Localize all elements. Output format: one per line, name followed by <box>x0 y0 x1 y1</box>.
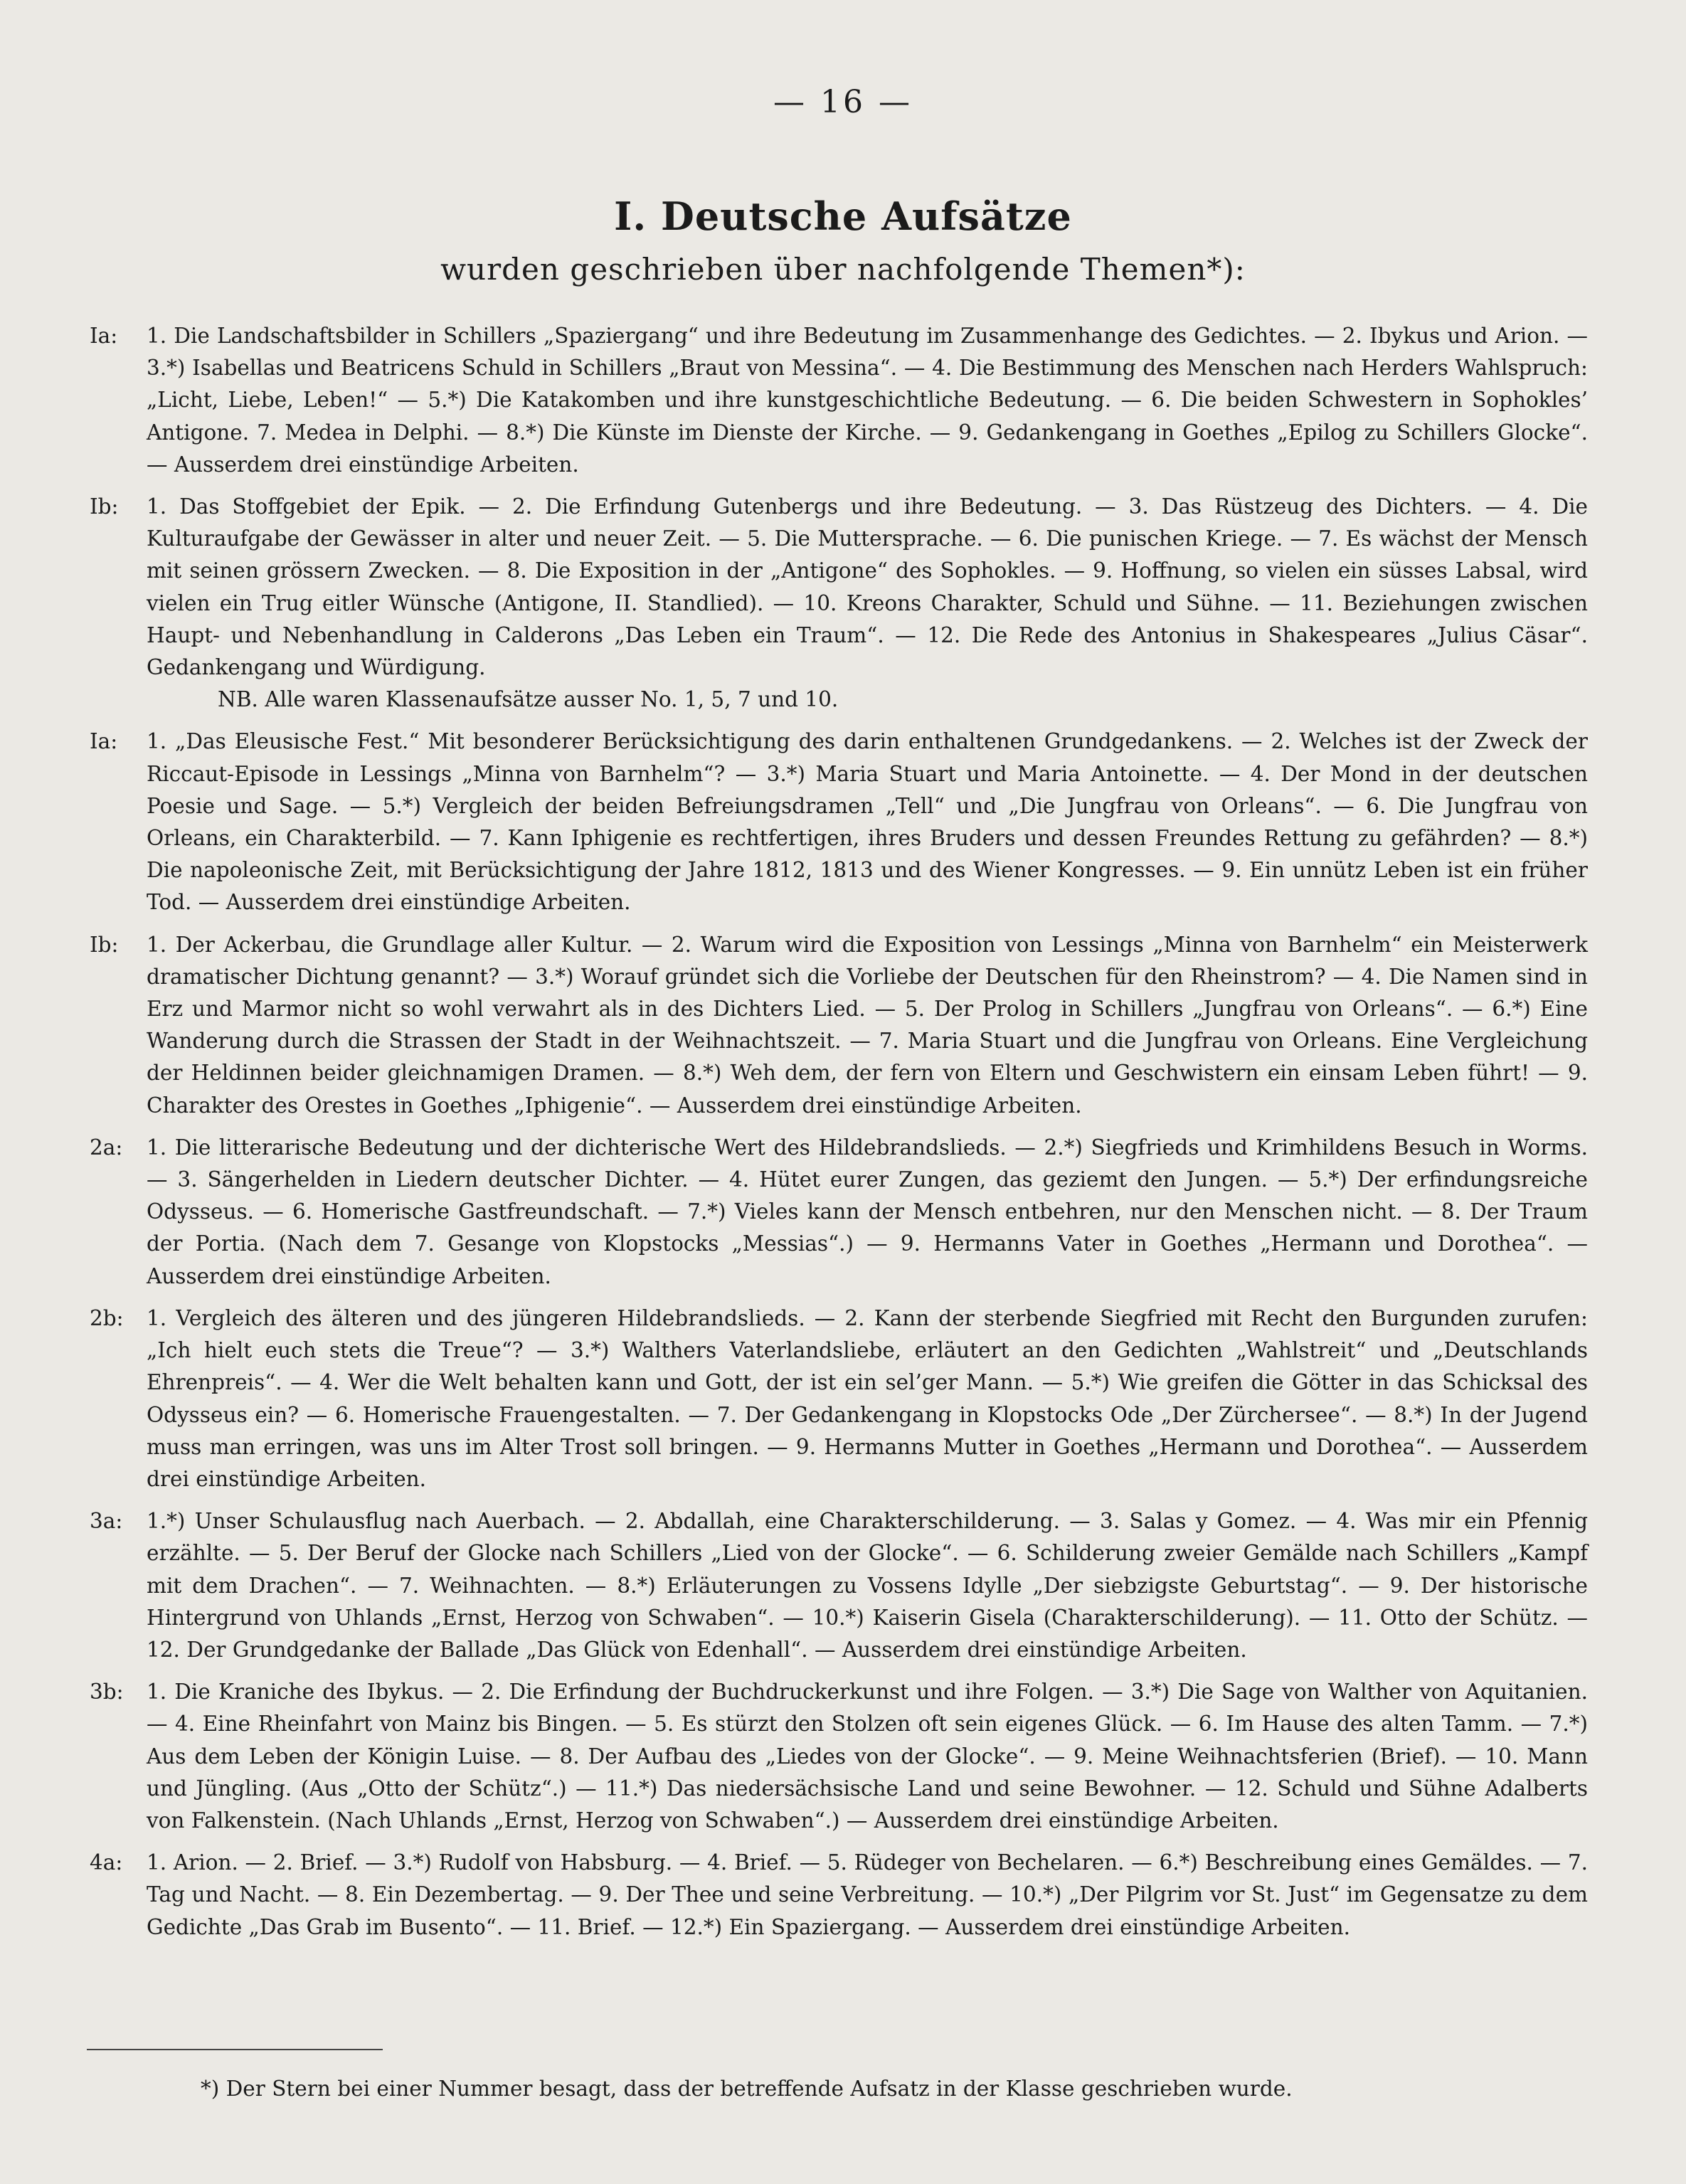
topic-text: 1. „Das Eleusische Fest.“ Mit besonderer Berücksichtigung des darin enthaltenen Grundgedankens. — 2. Welches ist der Zweck der Riccaut-Episode in Lessings „Minna von Barnhelm“? — 3.*) Maria Stuart und Maria Antoinette. — 4. Der Mond in der deutschen Poesie und Sage. — 5.*) Vergleich der beiden Befreiungsdramen „Tell“ und „Die Jungfrau von Orleans“. — 6. Die Jungfrau von Orleans, ein Charakterbild. — 7. Kann Iphigenie es rechtfertigen, ihres Bruders und dessen Freundes Rettung zu gefährden? — 8.*) Die napoleonische Zeit, mit Berücksichtigung der Jahre 1812, 1813 und des Wiener Kongresses. — 9. Ein unnütz Leben ist ein früher Tod. — Ausserdem drei einstündige Arbeiten. <box>147 729 1588 915</box>
class-section-3b <box>90 1676 1588 1837</box>
class-label: 3a: <box>90 1509 123 1534</box>
class-label: Ib: <box>90 932 119 957</box>
topic-text: 1. Der Ackerbau, die Grundlage aller Kultur. — 2. Warum wird die Exposition von Lessings „Minna von Barnhelm“ ein Meisterwerk dramatischer Dichtung genannt? — 3.*) Worauf gründet sich die Vorliebe der Deutschen für den Rheinstrom? — 4. Die Namen sind in Erz und Marmor nicht so wohl verwahrt als in des Dichters Lied. — 5. Der Prolog in Schillers „Jungfrau von Orleans“. — 6.*) Eine Wanderung durch die Strassen der Stadt in der Weihnachtszeit. — 7. Maria Stuart und die Jungfrau von Orleans. Eine Vergleichung der Heldinnen beider gleichnamigen Dramen. — 8.*) Weh dem, der fern von Eltern und Geschwistern ein einsam Leben führt! — 9. Charakter des Orestes in Goethes „Iphigenie“. — Ausserdem drei einstündige Arbeiten. <box>147 932 1588 1118</box>
class-section-ia-2 <box>90 726 1588 918</box>
class-section-2a <box>90 1132 1588 1293</box>
class-label: 2a: <box>90 1135 123 1160</box>
topic-text: 1.*) Unser Schulausflug nach Auerbach. — 2. Abdallah, eine Charakterschilderung. — 3. Salas y Gomez. — 4. Was mir ein Pfennig erzählte. — 5. Der Beruf der Glocke nach Schillers „Lied von der Glocke“. — 6. Schilderung zweier Gemälde nach Schillers „Kampf mit dem Drachen“. — 7. Weihnachten. — 8.*) Erläuterungen zu Vossens Idylle „Der siebzigste Geburtstag“. — 9. Der historische Hintergrund von Uhlands „Ernst, Herzog von Schwaben“. — 10.*) Kaiserin Gisela (Charakterschilderung). — 11. Otto der Schütz. — 12. Der Grundgedanke der Ballade „Das Glück von Edenhall“. — Ausserdem drei einstündige Arbeiten. <box>147 1509 1588 1662</box>
footnote: *) Der Stern bei einer Nummer besagt, dass der betreffende Aufsatz in der Klasse geschrieben wurde. <box>201 2077 1293 2101</box>
essay-topic-list <box>90 320 1588 1954</box>
page-title: I. Deutsche Aufsätze <box>614 194 1072 239</box>
class-section-3a <box>90 1505 1588 1666</box>
topic-text: 1. Arion. — 2. Brief. — 3.*) Rudolf von Habsburg. — 4. Brief. — 5. Rüdeger von Bechelaren. — 6.*) Beschreibung eines Gemäldes. — 7. Tag und Nacht. — 8. Ein Dezembertag. — 9. Der Thee und seine Verbreitung. — 10.*) „Der Pilgrim vor St. Just“ im Gegensatze zu dem Gedichte „Das Grab im Busento“. — 11. Brief. — 12.*) Ein Spaziergang. — Ausserdem drei einstündige Arbeiten. <box>147 1850 1588 1939</box>
topic-text: 1. Vergleich des älteren und des jüngeren Hildebrandslieds. — 2. Kann der sterbende Siegfried mit Recht den Burgunden zurufen: „Ich hielt euch stets die Treue“? — 3.*) Walthers Vaterlandsliebe, erläutert an den Gedichten „Wahlstreit“ und „Deutschlands Ehrenpreis“. — 4. Wer die Welt behalten kann und Gott, der ist ein sel’ger Mann. — 5.*) Wie greifen die Götter in das Schicksal des Odysseus ein? — 6. Homerische Frauengestalten. — 7. Der Gedankengang in Klopstocks Ode „Der Zürchersee“. — 8.*) In der Jugend muss man erringen, was uns im Alter Trost soll bringen. — 9. Hermanns Mutter in Goethes „Hermann und Dorothea“. — Ausserdem drei einstündige Arbeiten. <box>147 1305 1588 1491</box>
topic-text: 1. Die Landschaftsbilder in Schillers „Spaziergang“ und ihre Bedeutung im Zusammenhange des Gedichtes. — 2. Ibykus und Arion. — 3.*) Isabellas und Beatricens Schuld in Schillers „Braut von Messina“. — 4. Die Bestimmung des Menschen nach Herders Wahlspruch: „Licht, Liebe, Leben!“ — 5.*) Die Katakomben und ihre kunstgeschichtliche Bedeutung. — 6. Die beiden Schwestern in Sophokles’ Antigone. 7. Medea in Delphi. — 8.*) Die Künste im Dienste der Kirche. — 9. Gedankengang in Goethes „Epilog zu Schillers Glocke“. — Ausserdem drei einstündige Arbeiten. <box>147 324 1588 477</box>
class-section-ia-1 <box>90 320 1588 481</box>
class-section-4a <box>90 1847 1588 1944</box>
class-label: 4a: <box>90 1850 123 1875</box>
class-section-ib-2 <box>90 929 1588 1122</box>
class-label: 3b: <box>90 1680 124 1705</box>
class-label: 2b: <box>90 1305 124 1330</box>
class-section-ib-1 <box>90 491 1588 716</box>
class-label: Ia: <box>90 729 118 754</box>
class-label: Ia: <box>90 324 118 348</box>
page-number: — 16 — <box>773 84 913 120</box>
class-section-2b <box>90 1303 1588 1495</box>
footnote-divider <box>87 2049 383 2050</box>
topic-text: 1. Die litterarische Bedeutung und der dichterische Wert des Hildebrandslieds. — 2.*) Siegfrieds und Krimhildens Besuch in Worms. — 3. Sängerhelden in Liedern deutscher Dichter. — 4. Hütet eurer Zungen, das geziemt den Jungen. — 5.*) Der erfindungsreiche Odysseus. — 6. Homerische Gastfreundschaft. — 7.*) Vieles kann der Mensch entbehren, nur den Menschen nicht. — 8. Der Traum der Portia. (Nach dem 7. Gesange von Klopstocks „Messias“.) — 9. Hermanns Vater in Goethes „Hermann und Dorothea“. — Ausserdem drei einstündige Arbeiten. <box>147 1135 1588 1288</box>
class-label: Ib: <box>90 494 119 519</box>
topic-text: 1. Die Kraniche des Ibykus. — 2. Die Erfindung der Buchdruckerkunst und ihre Folgen. — 3.*) Die Sage von Walther von Aquitanien. — 4. Eine Rheinfahrt von Mainz bis Bingen. — 5. Es stürzt den Stolzen oft sein eigenes Glück. — 6. Im Hause des alten Tamm. — 7.*) Aus dem Leben der Königin Luise. — 8. Der Aufbau des „Liedes von der Glocke“. — 9. Meine Weihnachtsferien (Brief). — 10. Mann und Jüngling. (Aus „Otto der Schütz“.) — 11.*) Das niedersächsische Land und seine Bewohner. — 12. Schuld und Sühne Adalberts von Falkenstein. (Nach Uhlands „Ernst, Herzog von Schwaben“.) — Ausserdem drei einstündige Arbeiten. <box>147 1680 1588 1833</box>
section-note: NB. Alle waren Klassenaufsätze ausser No. 1, 5, 7 und 10. <box>218 687 839 712</box>
page-subtitle: wurden geschrieben über nachfolgende Themen*): <box>440 252 1246 287</box>
topic-text: 1. Das Stoffgebiet der Epik. — 2. Die Erfindung Gutenbergs und ihre Bedeutung. — 3. Das Rüstzeug des Dichters. — 4. Die Kulturaufgabe der Gewässer in alter und neuer Zeit. — 5. Die Muttersprache. — 6. Die punischen Kriege. — 7. Es wächst der Mensch mit seinen grössern Zwecken. — 8. Die Exposition in der „Antigone“ des Sophokles. — 9. Hoffnung, so vielen ein süsses Labsal, wird vielen ein Trug eitler Wünsche (Antigone, II. Standlied). — 10. Kreons Charakter, Schuld und Sühne. — 11. Beziehungen zwischen Haupt- und Nebenhandlung in Calderons „Das Leben ein Traum“. — 12. Die Rede des Antonius in Shakespeares „Julius Cäsar“. Gedankengang und Würdigung. <box>147 494 1588 680</box>
